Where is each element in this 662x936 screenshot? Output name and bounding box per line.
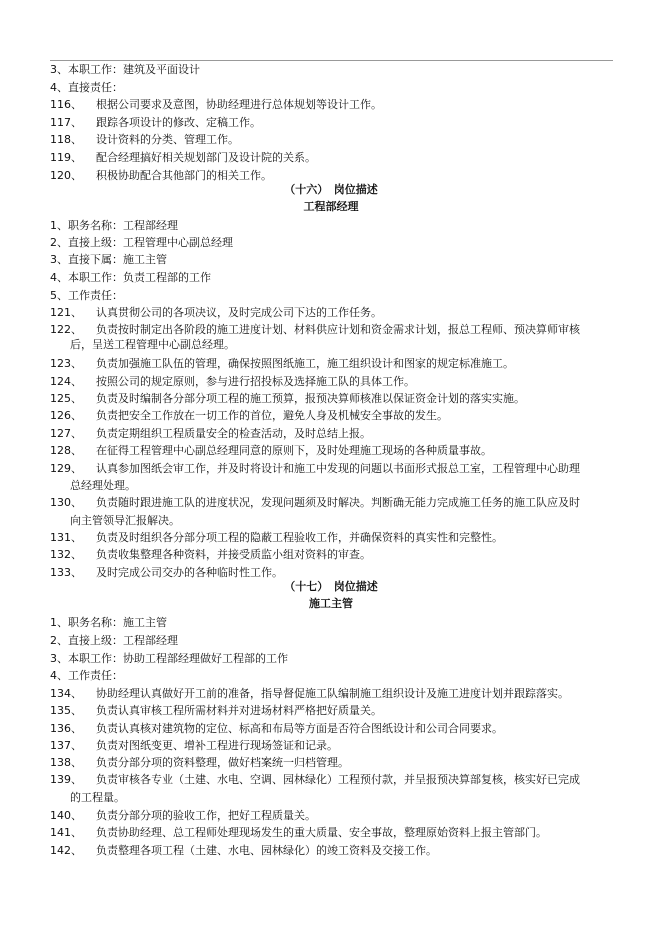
item-text: 及时完成公司交办的各种临时性工作。	[96, 566, 283, 579]
item-number: 139、	[50, 773, 82, 786]
item-text: 负责收集整理各种资料，并接受质监小组对资料的审查。	[96, 548, 371, 561]
section-title: （十六） 岗位描述	[284, 183, 378, 196]
item-text: 跟踪各项设计的修改、定稿工作。	[96, 116, 261, 129]
item-number: 132、	[50, 548, 82, 561]
item-number: 116、	[50, 98, 82, 111]
item-text: 配合经理搞好相关规划部门及设计院的关系。	[96, 151, 316, 164]
item-text: 协助经理认真做好开工前的准备，指导督促施工队编制施工组织设计及施工进度计划并跟踪落实。	[96, 687, 569, 700]
list-item	[50, 496, 580, 510]
info-line: 1、职务名称：施工主管	[50, 616, 167, 629]
list-item	[50, 98, 382, 112]
item-text: 负责随时跟进施工队的进度状况，发现问题须及时解决。判断确无能力完成施工任务的施工队应及时	[96, 496, 580, 509]
list-item	[50, 531, 503, 545]
item-number: 136、	[50, 722, 82, 735]
item-number: 128、	[50, 444, 82, 457]
item-text: 根据公司要求及意图，协助经理进行总体规划等设计工作。	[96, 98, 382, 111]
item-text: 负责审核各专业（土建、水电、空调、园林绿化）工程预付款，并呈报预决算部复核，核实好已完成	[96, 773, 580, 786]
item-text: 按照公司的规定原则，参与进行招投标及选择施工队的具体工作。	[96, 375, 415, 388]
section-subtitle: 施工主管	[309, 597, 353, 610]
duty-line: 3、本职工作：建筑及平面设计	[50, 63, 200, 76]
item-text: 负责整理各项工程（土建、水电、园林绿化）的竣工资料及交接工作。	[96, 844, 437, 857]
item-text: 负责协助经理、总工程师处理现场发生的重大质量、安全事故，整理原始资料上报主管部门。	[96, 826, 547, 839]
item-number: 142、	[50, 844, 82, 857]
item-text: 积极协助配合其他部门的相关工作。	[96, 169, 272, 182]
list-item	[50, 462, 580, 476]
item-continuation: 的工程量。	[70, 791, 125, 804]
list-item	[50, 704, 382, 718]
list-item	[50, 151, 316, 165]
item-number: 140、	[50, 809, 82, 822]
item-continuation: 总经理处理。	[70, 479, 136, 492]
item-number: 124、	[50, 375, 82, 388]
section-title: （十七） 岗位描述	[284, 580, 378, 593]
list-item	[50, 133, 239, 147]
item-number: 118、	[50, 133, 82, 146]
list-item	[50, 444, 492, 458]
duty-line: 4、直接责任：	[50, 81, 123, 94]
item-text: 负责定期组织工程质量安全的检查活动，及时总结上报。	[96, 427, 371, 440]
item-number: 138、	[50, 756, 82, 769]
item-text: 在征得工程管理中心副总经理同意的原则下，及时处理施工现场的各种质量事故。	[96, 444, 492, 457]
item-text: 负责把安全工作放在一切工作的首位，避免人身及机械安全事故的发生。	[96, 409, 448, 422]
list-item	[50, 306, 382, 320]
info-line: 2、直接上级：工程管理中心副总经理	[50, 236, 233, 249]
item-text: 负责分部分项的资料整理，做好档案统一归档管理。	[96, 756, 349, 769]
info-line: 3、直接下属：施工主管	[50, 253, 167, 266]
item-number: 130、	[50, 496, 82, 509]
list-item	[50, 809, 316, 823]
item-number: 121、	[50, 306, 82, 319]
info-line: 1、职务名称：工程部经理	[50, 219, 178, 232]
info-line: 5、工作责任：	[50, 289, 123, 302]
list-item	[50, 566, 283, 580]
item-text: 负责认真审核工程所需材料并对进场材料严格把好质量关。	[96, 704, 382, 717]
item-text: 负责认真核对建筑物的定位、标高和布局等方面是否符合图纸设计和公司合同要求。	[96, 722, 503, 735]
item-number: 126、	[50, 409, 82, 422]
item-text: 认真贯彻公司的各项决议，及时完成公司下达的工作任务。	[96, 306, 382, 319]
item-number: 119、	[50, 151, 82, 164]
item-text: 负责加强施工队伍的管理，确保按照图纸施工，施工组织设计和图家的规定标准施工。	[96, 357, 514, 370]
info-line: 2、直接上级：工程部经理	[50, 634, 178, 647]
item-number: 129、	[50, 462, 82, 475]
list-item	[50, 826, 547, 840]
list-item	[50, 844, 437, 858]
list-item	[50, 409, 448, 423]
item-number: 122、	[50, 323, 82, 336]
info-line: 4、本职工作：负责工程部的工作	[50, 271, 211, 284]
item-continuation: 后，呈送工程管理中心副总经理。	[70, 338, 235, 351]
item-continuation: 向主管领导汇报解决。	[70, 514, 180, 527]
list-item	[50, 687, 569, 701]
list-item	[50, 323, 580, 337]
info-line: 4、工作责任：	[50, 669, 123, 682]
item-number: 123、	[50, 357, 82, 370]
item-text: 负责按时制定出各阶段的施工进度计划、材料供应计划和资金需求计划，报总工程师、预决算师审核	[96, 323, 580, 336]
item-text: 负责及时组织各分部分项工程的隐蔽工程验收工作，并确保资料的真实性和完整性。	[96, 531, 503, 544]
item-number: 141、	[50, 826, 82, 839]
list-item	[50, 722, 503, 736]
item-number: 131、	[50, 531, 82, 544]
list-item	[50, 116, 261, 130]
list-item	[50, 548, 371, 562]
info-line: 3、本职工作：协助工程部经理做好工程部的工作	[50, 652, 288, 665]
list-item	[50, 739, 338, 753]
item-number: 125、	[50, 392, 82, 405]
item-number: 134、	[50, 687, 82, 700]
item-number: 135、	[50, 704, 82, 717]
item-number: 120、	[50, 169, 82, 182]
item-text: 设计资料的分类、管理工作。	[96, 133, 239, 146]
item-text: 负责对图纸变更、增补工程进行现场签证和记录。	[96, 739, 338, 752]
list-item	[50, 392, 525, 406]
item-text: 认真参加图纸会审工作，并及时将设计和施工中发现的问题以书面形式报总工室，工程管理中心助理	[96, 462, 580, 475]
list-item	[50, 756, 349, 770]
item-number: 117、	[50, 116, 82, 129]
item-number: 127、	[50, 427, 82, 440]
item-number: 133、	[50, 566, 82, 579]
item-text: 负责分部分项的验收工作，把好工程质量关。	[96, 809, 316, 822]
list-item	[50, 357, 514, 371]
header-rule	[50, 60, 613, 61]
item-number: 137、	[50, 739, 82, 752]
list-item	[50, 427, 371, 441]
item-text: 负责及时编制各分部分项工程的施工预算，报预决算师核准以保证资金计划的落实实施。	[96, 392, 525, 405]
list-item	[50, 375, 415, 389]
section-subtitle: 工程部经理	[303, 200, 359, 213]
list-item	[50, 773, 580, 787]
list-item	[50, 169, 272, 183]
